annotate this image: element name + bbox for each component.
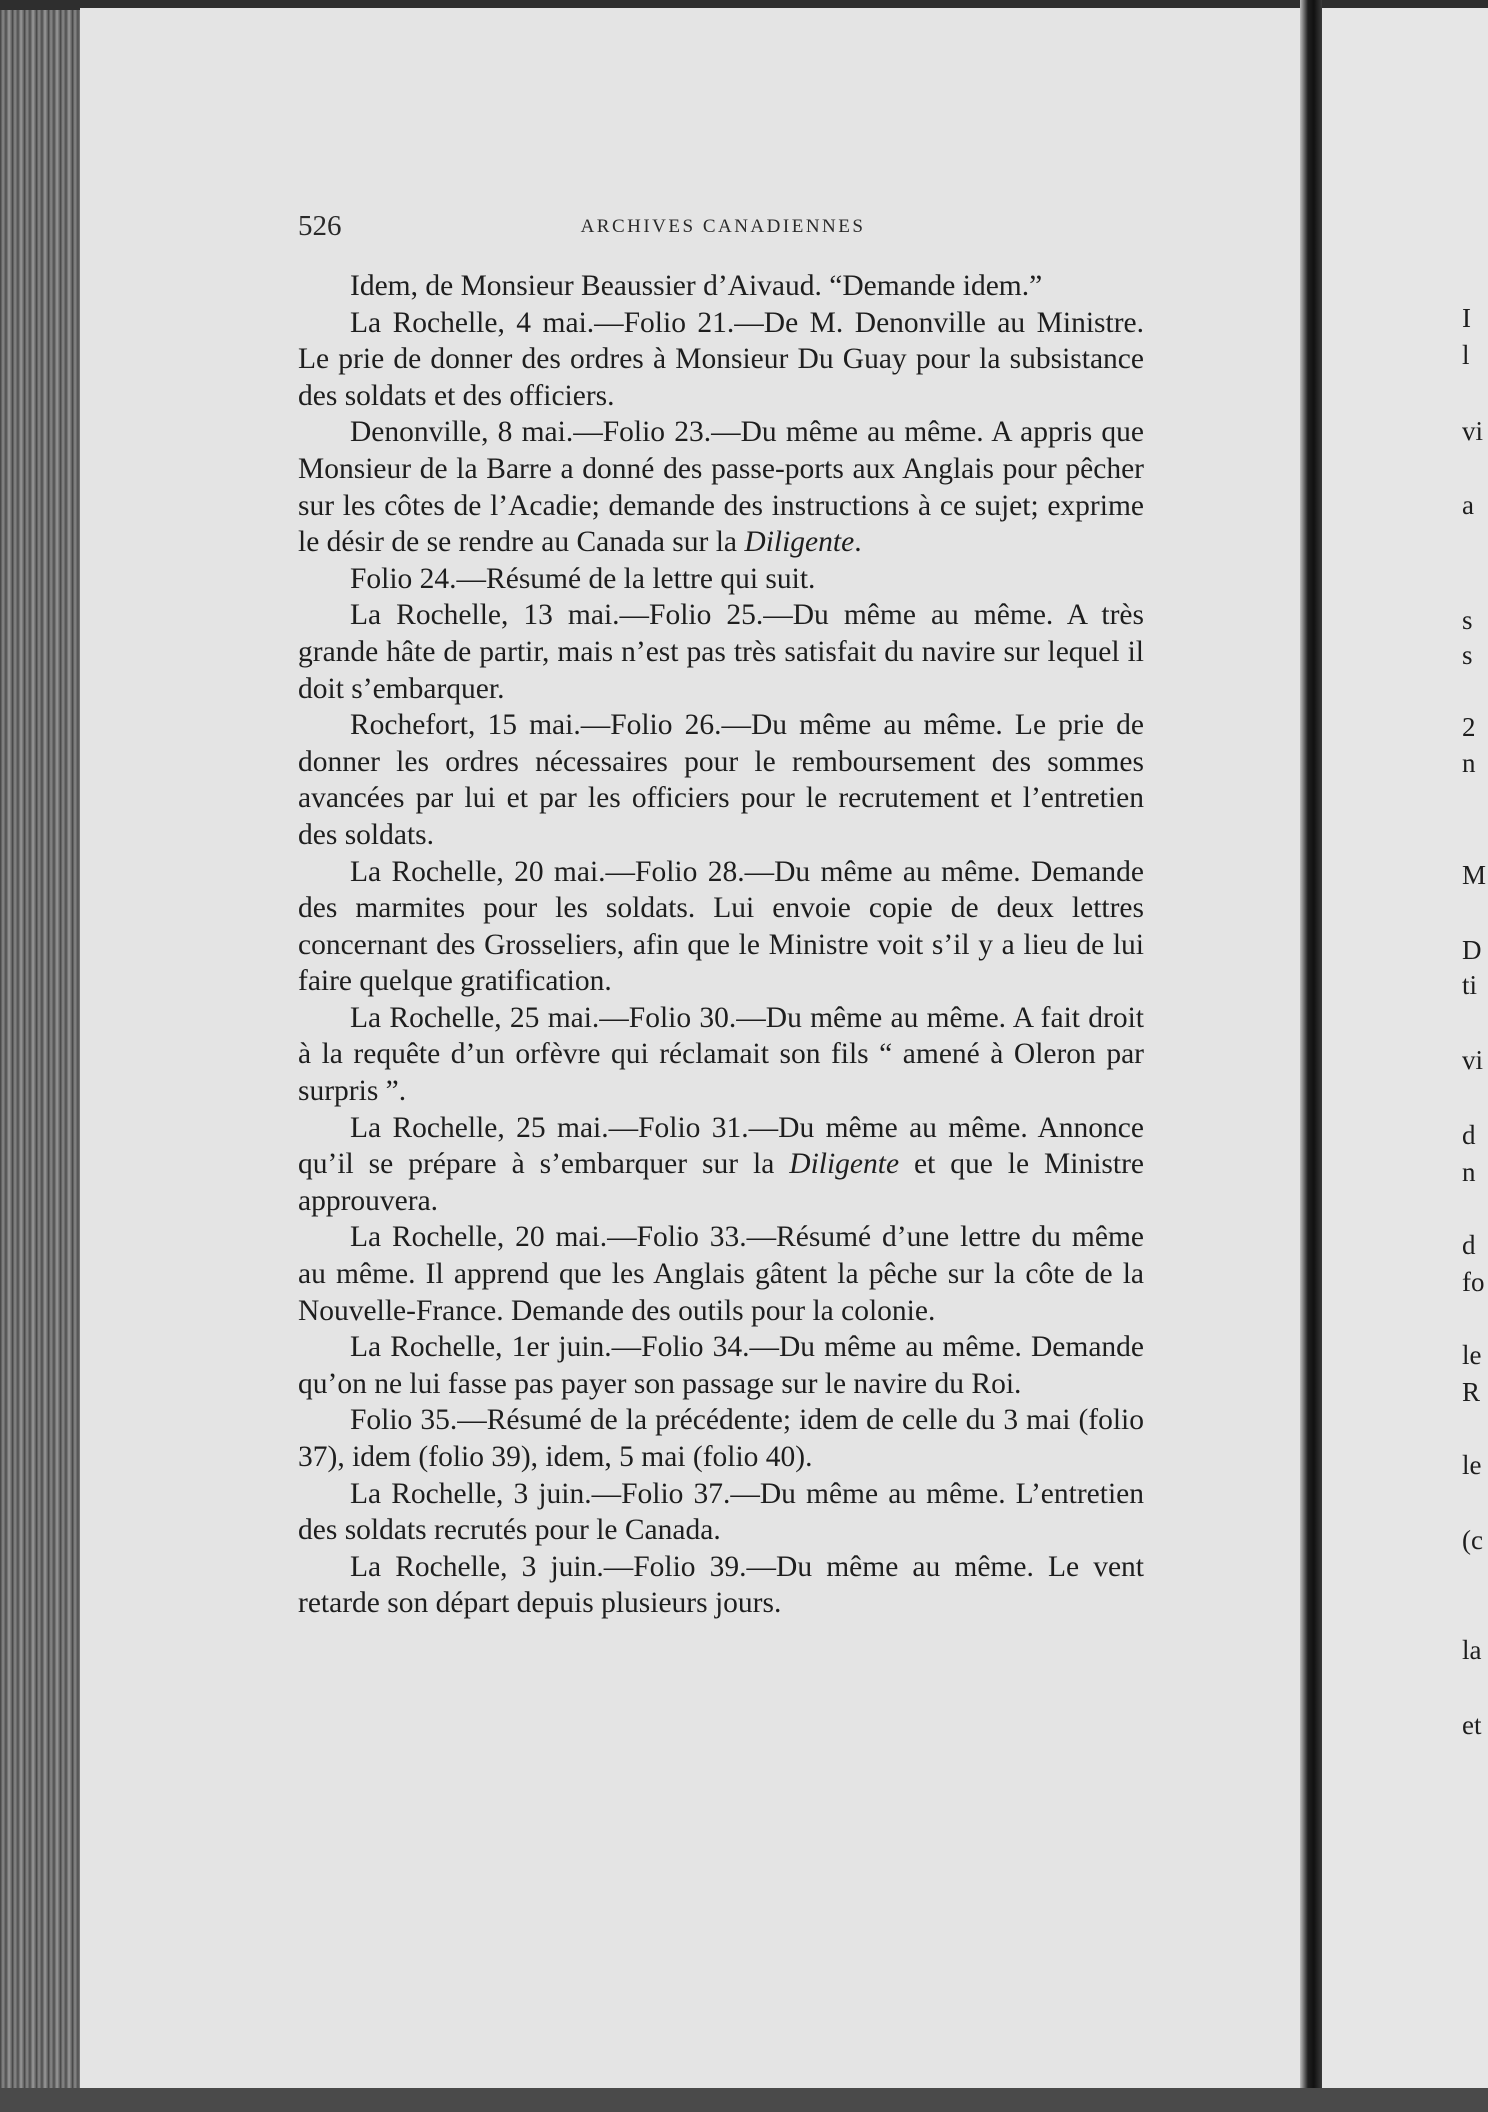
fragment: le <box>1462 1450 1482 1480</box>
entry <box>298 1110 1144 1220</box>
running-title: ARCHIVES CANADIENNES <box>580 216 866 237</box>
fragment: d <box>1462 1120 1476 1150</box>
fragment: n <box>1462 1157 1476 1187</box>
fragment: n <box>1462 748 1476 778</box>
entry: La Rochelle, 25 mai.—Folio 30.—Du même au même. A fait droit à la requête d’un orfèvre qui réclamait son fils “ amené à Oleron par surpris ”. <box>298 1001 1144 1108</box>
entry: La Rochelle, 1er juin.—Folio 34.—Du même au même. Demande qu’on ne lui fasse pas payer son passage sur le navire du Roi. <box>298 1331 1144 1400</box>
fragment: ti <box>1462 970 1478 1000</box>
fragment: s <box>1462 605 1473 635</box>
book-gutter <box>1300 0 1322 2112</box>
stacked-page-edges <box>0 0 80 2112</box>
fragment: l <box>1462 340 1470 370</box>
fragment: fo <box>1462 1267 1485 1297</box>
fragment: vi <box>1462 1045 1484 1075</box>
entry: La Rochelle, 4 mai.—Folio 21.—De M. Denonville au Ministre. Le prie de donner des ordres à Monsieur Du Guay pour la subsistance des soldats et des officiers. <box>298 306 1144 412</box>
entry: Folio 35.—Résumé de la précédente; idem de celle du 3 mai (folio 37), idem (folio 39), idem, 5 mai (folio 40). <box>298 1404 1144 1473</box>
entry-text: Denonville, 8 mai.—Folio 23.—Du même au même. A appris que Monsieur de la Barre a donné des passe-ports aux Anglais pour pêcher sur les côtes de l’Acadie; demande des instructions à ce sujet; exprime le désir de se rendre au Canada sur la <box>298 416 1144 559</box>
fragment: s <box>1462 640 1473 670</box>
fragment: d <box>1462 1230 1476 1260</box>
ship-name: Diligente <box>744 526 855 559</box>
entry <box>298 414 1144 560</box>
fragment: (c <box>1462 1525 1483 1555</box>
entry: La Rochelle, 3 juin.—Folio 37.—Du même au même. L’entretien des soldats recrutés pour le Canada. <box>298 1477 1144 1547</box>
fragment: vi <box>1462 416 1484 446</box>
fragment: a <box>1462 490 1474 520</box>
entry: Rochefort, 15 mai.—Folio 26.—Du même au même. Le prie de donner les ordres nécessaires pour le remboursement des sommes avancées par lui et par les officiers pour le recrutement et l’entretien des soldats. <box>298 709 1144 851</box>
body-text <box>298 268 1144 1622</box>
entry: La Rochelle, 3 juin.—Folio 39.—Du même au même. Le vent retarde son départ depuis plusieurs jours. <box>298 1550 1144 1620</box>
fragment: I <box>1462 303 1471 333</box>
entry: La Rochelle, 20 mai.—Folio 33.—Résumé d’une lettre du même au même. Il apprend que les Anglais gâtent la pêche sur la côte de la Nouvelle-France. Demande des outils pour la colonie. <box>298 1221 1144 1327</box>
page-number: 526 <box>298 210 342 242</box>
fragment: le <box>1462 1340 1482 1370</box>
ship-name: Diligente <box>789 1148 900 1181</box>
fragment: D <box>1462 935 1482 965</box>
fragment: 2 <box>1462 712 1476 742</box>
entry: Idem, de Monsieur Beaussier d’Aivaud. “Demande idem.” <box>350 270 1043 302</box>
entry: La Rochelle, 20 mai.—Folio 28.—Du même au même. Demande des marmites pour les soldats. Lui envoie copie de deux lettres concernant des Grosseliers, afin que le Ministre voit s’il y a lieu de lui faire quelque gratification. <box>298 855 1144 998</box>
facing-page-fragments <box>1462 0 1488 2112</box>
entry-text: La Rochelle, 25 mai.—Folio 31.—Du même au même. Annonce qu’il se prépare à s’embarquer sur la <box>298 1111 1144 1181</box>
entry-text: . <box>854 526 862 559</box>
fragment: et <box>1462 1710 1482 1740</box>
bottom-scan-border <box>0 2088 1488 2112</box>
fragment: la <box>1462 1635 1482 1665</box>
entry-text: et que le Ministre approuvera. <box>298 1148 1144 1217</box>
entry: Folio 24.—Résumé de la lettre qui suit. <box>350 562 816 595</box>
running-head <box>298 210 1148 250</box>
fragment: M <box>1462 860 1487 890</box>
fragment: R <box>1462 1377 1481 1407</box>
entry: La Rochelle, 13 mai.—Folio 25.—Du même au même. A très grande hâte de partir, mais n’est pas très satisfait du navire sur lequel il doit s’embarquer. <box>298 599 1144 705</box>
